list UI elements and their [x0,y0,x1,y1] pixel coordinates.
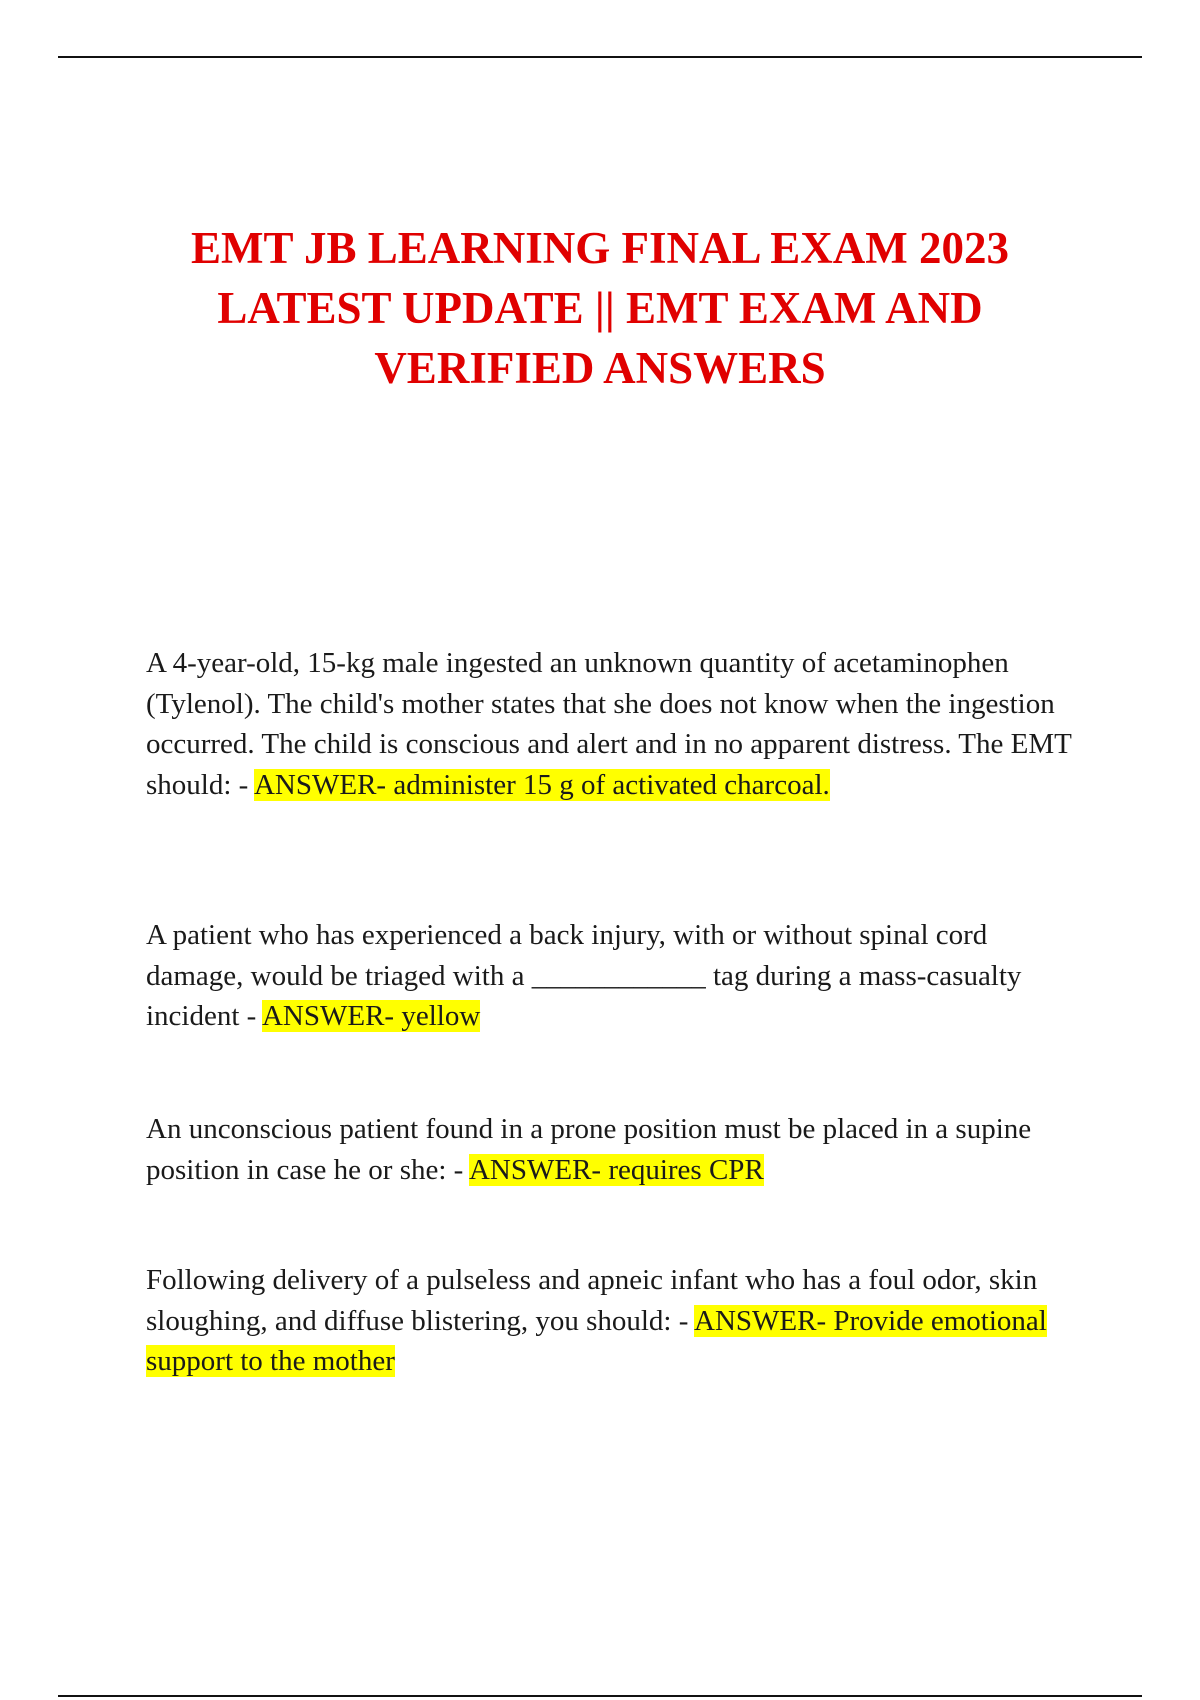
answer-highlight: ANSWER- administer 15 g of activated charcoal. [253,768,830,801]
question-text: A 4-year-old, 15-kg male ingested an unknown quantity of acetaminophen (Tylenol). The child's mother states that she does not know when the ingestion occurred. The child is conscious and alert and in no apparent distress. The EMT should: - [146,647,1072,801]
question-text: An unconscious patient found in a prone position must be placed in a supine position in case he or she: - [146,1113,1032,1186]
answer-highlight: ANSWER- requires CPR [468,1153,764,1186]
answer-highlight: ANSWER- Provide emotional support to the mother [146,1304,1047,1377]
question-text: Following delivery of a pulseless and apneic infant who has a foul odor, skin sloughing, and diffuse blistering, you should: - [146,1264,1038,1337]
question-text: A patient who has experienced a back injury, with or without spinal cord damage, would be triaged with a ____________ tag during a mass-casualty incident - [146,919,1022,1032]
answer-highlight: ANSWER- yellow [261,1000,481,1032]
document-title: EMT JB LEARNING FINAL EXAM 2023 LATEST UPDATE || EMT EXAM AND VERIFIED ANSWERS [191,223,1009,393]
qa-item [146,1260,1086,1382]
qa-item [146,1109,1086,1190]
qa-item [146,643,1086,805]
top-divider [58,56,1142,58]
qa-item [146,915,1086,1037]
bottom-divider [58,1695,1142,1697]
